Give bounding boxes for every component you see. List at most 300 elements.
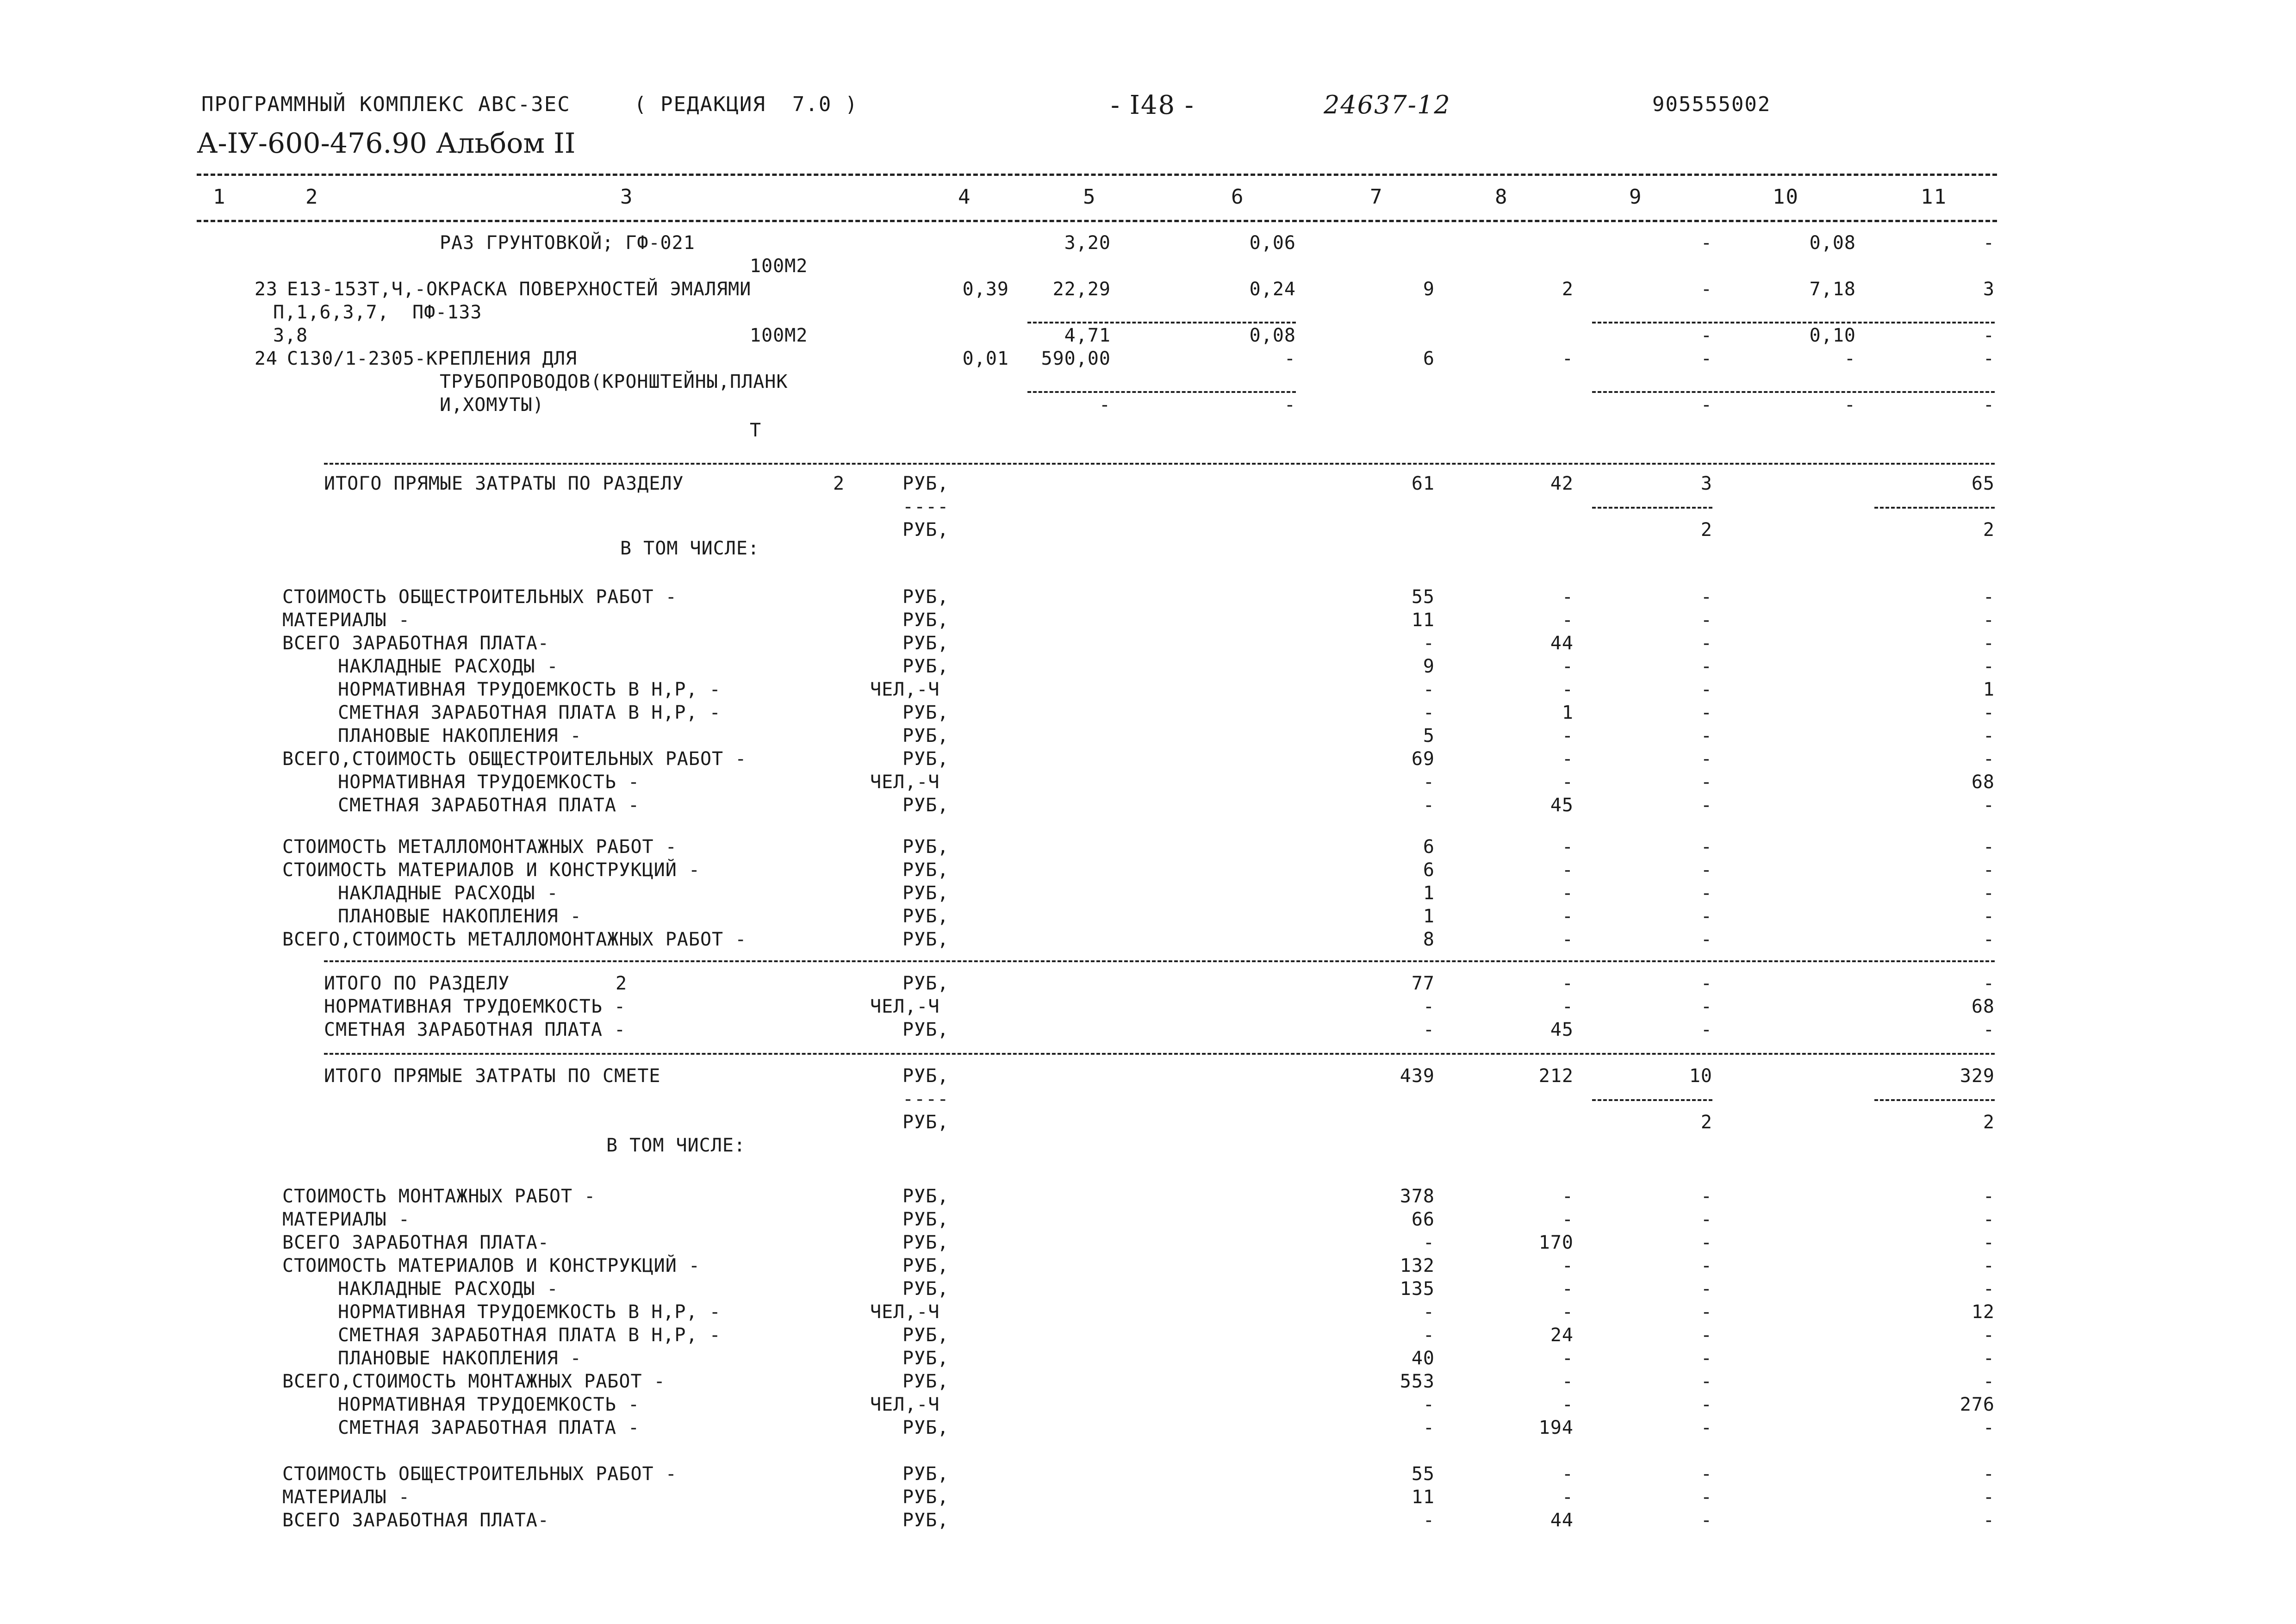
cell-c8: - — [1562, 1255, 1574, 1276]
column-header-3: 3 — [620, 185, 634, 209]
cell-c6: 0,08 — [1249, 325, 1296, 346]
unit: РУБ, — [902, 1065, 949, 1087]
in-total-heading — [0, 537, 2296, 560]
row-unit: РУБ, — [902, 702, 949, 723]
cell-c9: - — [1700, 1278, 1712, 1300]
cell-c8: - — [1562, 1394, 1574, 1415]
section-rule — [324, 960, 1995, 962]
cell-c11: - — [1983, 929, 1995, 950]
row-unit: РУБ, — [902, 610, 949, 631]
cell-c11: - — [1983, 702, 1995, 723]
cell-c8: - — [1562, 929, 1574, 950]
table-row — [0, 747, 2296, 771]
cell-c7: 11 — [1411, 1487, 1435, 1508]
cell-c7: - — [1423, 1325, 1435, 1346]
row-unit: РУБ, — [902, 633, 949, 654]
row-label: ВСЕГО ЗАРАБОТНАЯ ПЛАТА- — [282, 633, 549, 654]
cell-c7: 135 — [1400, 1278, 1435, 1300]
row-unit: ЧЕЛ,-Ч — [870, 1394, 940, 1415]
row-label: СТОИМОСТЬ МОНТАЖНЫХ РАБОТ - — [282, 1186, 596, 1207]
column-header-1: 1 — [213, 185, 226, 209]
cell-c11: - — [1983, 1255, 1995, 1276]
row-unit: РУБ, — [902, 859, 949, 881]
cell-c5: - — [1099, 394, 1111, 416]
cell-c11: - — [1983, 1463, 1995, 1485]
column-header-11: 11 — [1921, 185, 1947, 209]
cell-c8: - — [1562, 1301, 1574, 1323]
cell-c7: - — [1423, 1510, 1435, 1531]
cell-c8: - — [1562, 1186, 1574, 1207]
row-unit: РУБ, — [902, 1463, 949, 1485]
cell-c8: 194 — [1538, 1417, 1574, 1438]
cell-c11: - — [1983, 232, 1995, 254]
table-row — [0, 678, 2296, 701]
row-label: ВСЕГО,СТОИМОСТЬ ОБЩЕСТРОИТЕЛЬНЫХ РАБОТ - — [282, 748, 747, 770]
row-unit: ЧЕЛ,-Ч — [870, 679, 940, 700]
cell-c7: 69 — [1411, 748, 1435, 770]
item-description: РАЗ ГРУНТОВКОЙ; ГФ-021 — [440, 232, 695, 254]
row-label: ПЛАНОВЫЕ НАКОПЛЕНИЯ - — [338, 906, 582, 927]
cell-c9: - — [1700, 1255, 1712, 1276]
cell-c11: 3 — [1983, 279, 1995, 300]
cell-c8: - — [1562, 748, 1574, 770]
estimate-total-label: ИТОГО ПРЯМЫЕ ЗАТРАТЫ ПО СМЕТЕ — [324, 1065, 661, 1087]
table-row — [0, 1208, 2296, 1231]
cell-c9: - — [1700, 973, 1712, 994]
cell-c9: - — [1700, 883, 1712, 904]
cell-c8: - — [1562, 348, 1574, 369]
cell-c7: - — [1423, 1019, 1435, 1040]
table-row — [0, 278, 2296, 301]
album-title: А-IУ-600-476.90 Альбом II — [197, 127, 576, 160]
subtotal-rule — [1027, 322, 1296, 324]
table-row — [0, 1393, 2296, 1416]
table-row — [0, 1018, 2296, 1041]
item-description: 3,8 — [273, 325, 308, 346]
subtotal-rule — [1027, 391, 1296, 393]
cell-c7: - — [1423, 996, 1435, 1017]
unit: РУБ, — [902, 1112, 949, 1133]
cell-c7: 9 — [1423, 279, 1435, 300]
cell-c8: 24 — [1550, 1325, 1574, 1346]
cell-c11: - — [1983, 906, 1995, 927]
row-unit: РУБ, — [902, 1510, 949, 1531]
table-row — [0, 585, 2296, 609]
cell-c7: 61 — [1411, 473, 1435, 494]
table-row — [0, 1416, 2296, 1439]
row-label: МАТЕРИАЛЫ - — [282, 610, 410, 631]
cell-c9: - — [1700, 586, 1712, 608]
cell-c9: - — [1700, 1371, 1712, 1392]
table-row — [0, 859, 2296, 882]
unit: РУБ, — [902, 519, 949, 541]
cell-c11: - — [1983, 325, 1995, 346]
cell-c7: - — [1423, 1394, 1435, 1415]
table-row — [0, 905, 2296, 928]
cell-c9: - — [1700, 929, 1712, 950]
cell-c9: - — [1700, 1301, 1712, 1323]
row-label: НОРМАТИВНАЯ ТРУДОЕМКОСТЬ В Н,Р, - — [338, 679, 721, 700]
row-label: ВСЕГО ЗАРАБОТНАЯ ПЛАТА- — [282, 1232, 549, 1253]
table-row — [0, 393, 2296, 417]
table-row — [0, 370, 2296, 393]
cell-c9: - — [1700, 679, 1712, 700]
row-unit: ЧЕЛ,-Ч — [870, 772, 940, 793]
cell-c11: 65 — [1971, 473, 1995, 494]
cell-c9: - — [1700, 906, 1712, 927]
cell-c11: - — [1983, 1209, 1995, 1230]
section-rule — [324, 463, 1995, 465]
row-label: ВСЕГО ЗАРАБОТНАЯ ПЛАТА- — [282, 1510, 549, 1531]
table-row — [0, 609, 2296, 632]
unit-dashes: ---- — [902, 496, 949, 517]
cell-c7: 378 — [1400, 1186, 1435, 1207]
row-unit: РУБ, — [902, 1232, 949, 1253]
cell-c11: - — [1983, 1348, 1995, 1369]
row-unit: РУБ, — [902, 929, 949, 950]
cell-c9: 2 — [1700, 519, 1712, 541]
row-label: СТОИМОСТЬ МАТЕРИАЛОВ И КОНСТРУКЦИЙ - — [282, 859, 700, 881]
cell-c11: - — [1983, 394, 1995, 416]
table-row — [0, 1254, 2296, 1277]
subtotal-rule — [1592, 1099, 1712, 1101]
cell-c11: - — [1983, 883, 1995, 904]
cell-c8: - — [1562, 586, 1574, 608]
cell-c8: 44 — [1550, 633, 1574, 654]
cell-c9: - — [1700, 1325, 1712, 1346]
cell-c7: 9 — [1423, 656, 1435, 677]
table-row — [0, 1185, 2296, 1208]
row-label: МАТЕРИАЛЫ - — [282, 1487, 410, 1508]
item-description: ТРУБОПРОВОДОВ(КРОНШТЕЙНЫ,ПЛАНК — [440, 371, 788, 392]
row-unit: РУБ, — [902, 973, 949, 994]
cell-c8: - — [1562, 883, 1574, 904]
in-total-label: В ТОМ ЧИСЛЕ: — [620, 538, 759, 559]
cell-c11: - — [1983, 586, 1995, 608]
cell-c10: - — [1844, 394, 1856, 416]
row-unit: РУБ, — [902, 1019, 949, 1040]
table-row — [0, 655, 2296, 678]
cell-c7: - — [1423, 795, 1435, 816]
row-label: ВСЕГО,СТОИМОСТЬ МОНТАЖНЫХ РАБОТ - — [282, 1371, 666, 1392]
cell-c7: - — [1423, 1232, 1435, 1253]
column-header-2: 2 — [305, 185, 319, 209]
cell-c9: 2 — [1700, 1112, 1712, 1133]
cell-c7: 132 — [1400, 1255, 1435, 1276]
cell-c8: - — [1562, 725, 1574, 747]
table-row — [0, 701, 2296, 724]
table-row — [0, 1486, 2296, 1509]
cell-c11: - — [1983, 859, 1995, 881]
table-row — [0, 1231, 2296, 1254]
row-label: СТОИМОСТЬ МАТЕРИАЛОВ И КОНСТРУКЦИЙ - — [282, 1255, 700, 1276]
cell-c8: - — [1562, 656, 1574, 677]
cell-c9: - — [1700, 836, 1712, 858]
cell-c9: - — [1700, 725, 1712, 747]
row-label: НАКЛАДНЫЕ РАСХОДЫ - — [338, 883, 559, 904]
section-total-row — [0, 472, 2296, 495]
table-row — [0, 724, 2296, 747]
cell-c11: - — [1983, 795, 1995, 816]
row-label: СМЕТНАЯ ЗАРАБОТНАЯ ПЛАТА В Н,Р, - — [338, 1325, 721, 1346]
cell-c10: 7,18 — [1809, 279, 1856, 300]
item-description: И,ХОМУТЫ) — [440, 394, 544, 416]
row-label: НАКЛАДНЫЕ РАСХОДЫ - — [338, 1278, 559, 1300]
cell-c5: 4,71 — [1064, 325, 1111, 346]
column-header-7: 7 — [1370, 185, 1383, 209]
cell-c9: - — [1700, 633, 1712, 654]
unit: РУБ, — [902, 473, 949, 494]
cell-c11: - — [1983, 748, 1995, 770]
item-description: П,1,6,3,7, ПФ-133 — [273, 302, 482, 323]
cell-c11: - — [1983, 1487, 1995, 1508]
item-description: С130/1-2305-КРЕПЛЕНИЯ ДЛЯ — [287, 348, 578, 369]
cell-c7: - — [1423, 702, 1435, 723]
cell-c7: 55 — [1411, 1463, 1435, 1485]
cell-c9: - — [1700, 1348, 1712, 1369]
cell-c9: - — [1700, 232, 1712, 254]
row-unit: РУБ, — [902, 1209, 949, 1230]
row-label: СМЕТНАЯ ЗАРАБОТНАЯ ПЛАТА - — [324, 1019, 626, 1040]
cell-c8: 2 — [1562, 279, 1574, 300]
row-unit: РУБ, — [902, 748, 949, 770]
item-description: 100М2 — [750, 255, 808, 277]
section-number: 2 — [616, 973, 628, 994]
cell-c9: - — [1700, 656, 1712, 677]
cell-c9: - — [1700, 348, 1712, 369]
table-row — [0, 419, 2296, 442]
cell-c11: - — [1983, 656, 1995, 677]
in-total-heading — [0, 1134, 2296, 1157]
row-label: ПЛАНОВЫЕ НАКОПЛЕНИЯ - — [338, 1348, 582, 1369]
cell-c7: - — [1423, 1301, 1435, 1323]
cell-c9: - — [1700, 748, 1712, 770]
row-unit: РУБ, — [902, 883, 949, 904]
row-unit: РУБ, — [902, 1417, 949, 1438]
cell-c9: - — [1700, 1209, 1712, 1230]
table-row — [0, 794, 2296, 817]
cell-c11: - — [1983, 1186, 1995, 1207]
cell-c7: 8 — [1423, 929, 1435, 950]
row-unit: РУБ, — [902, 1325, 949, 1346]
row-unit: РУБ, — [902, 656, 949, 677]
table-row — [0, 301, 2296, 324]
cell-c8: - — [1562, 1278, 1574, 1300]
cell-c9: - — [1700, 1463, 1712, 1485]
cell-c11: - — [1983, 1278, 1995, 1300]
table-row — [0, 347, 2296, 370]
section-number: 2 — [833, 473, 845, 494]
cell-c9: - — [1700, 772, 1712, 793]
unit-dashes: ---- — [902, 1089, 949, 1110]
cell-c7: - — [1423, 633, 1435, 654]
row-label: МАТЕРИАЛЫ - — [282, 1209, 410, 1230]
cell-c9: 3 — [1700, 473, 1712, 494]
cell-c8: - — [1562, 996, 1574, 1017]
cell-c7: 553 — [1400, 1371, 1435, 1392]
cell-c7: 6 — [1423, 836, 1435, 858]
table-row — [0, 1347, 2296, 1370]
row-unit: РУБ, — [902, 1348, 949, 1369]
cell-c11: 1 — [1983, 679, 1995, 700]
subtotal-rule — [1592, 322, 1995, 324]
table-row — [0, 882, 2296, 905]
row-unit: РУБ, — [902, 1371, 949, 1392]
table-row — [0, 972, 2296, 995]
cell-c7: 66 — [1411, 1209, 1435, 1230]
cell-c8: - — [1562, 610, 1574, 631]
row-unit: РУБ, — [902, 1487, 949, 1508]
cell-c7: 5 — [1423, 725, 1435, 747]
row-label: НОРМАТИВНАЯ ТРУДОЕМКОСТЬ В Н,Р, - — [338, 1301, 721, 1323]
column-header-4: 4 — [958, 185, 971, 209]
table-row — [0, 1300, 2296, 1324]
cell-c11: - — [1983, 1371, 1995, 1392]
cell-c8: - — [1562, 1209, 1574, 1230]
doc-code: 905555002 — [1652, 93, 1771, 116]
row-unit: ЧЕЛ,-Ч — [870, 996, 940, 1017]
table-row — [0, 928, 2296, 951]
cell-c9: - — [1700, 1232, 1712, 1253]
item-number: 24 — [254, 348, 278, 369]
row-label: НОРМАТИВНАЯ ТРУДОЕМКОСТЬ - — [338, 772, 640, 793]
row-label: НОРМАТИВНАЯ ТРУДОЕМКОСТЬ - — [338, 1394, 640, 1415]
cell-c9: 10 — [1689, 1065, 1712, 1087]
row-unit: РУБ, — [902, 1186, 949, 1207]
cell-c8: - — [1562, 772, 1574, 793]
item-description: Т — [750, 420, 762, 441]
cell-c7: 55 — [1411, 586, 1435, 608]
row-label: СМЕТНАЯ ЗАРАБОТНАЯ ПЛАТА - — [338, 795, 640, 816]
table-row — [0, 1462, 2296, 1486]
cell-c10: 0,10 — [1809, 325, 1856, 346]
cell-c8: 45 — [1550, 795, 1574, 816]
cell-c11: 329 — [1960, 1065, 1995, 1087]
cell-c9: - — [1700, 325, 1712, 346]
cell-c4: 0,39 — [962, 279, 1009, 300]
cell-c11: - — [1983, 633, 1995, 654]
cell-c9: - — [1700, 859, 1712, 881]
cell-c11: 2 — [1983, 519, 1995, 541]
row-label: НОРМАТИВНАЯ ТРУДОЕМКОСТЬ - — [324, 996, 626, 1017]
cell-c7: - — [1423, 772, 1435, 793]
cell-c11: - — [1983, 1417, 1995, 1438]
estimate-total-extra-row — [0, 1111, 2296, 1134]
cell-c8: - — [1562, 1487, 1574, 1508]
subtotal-rule — [1592, 507, 1712, 509]
item-number: 23 — [254, 279, 278, 300]
cell-c9: - — [1700, 610, 1712, 631]
cell-c11: 68 — [1971, 772, 1995, 793]
cell-c8: 42 — [1550, 473, 1574, 494]
cell-c11: - — [1983, 1325, 1995, 1346]
row-unit: РУБ, — [902, 795, 949, 816]
column-header-6: 6 — [1231, 185, 1244, 209]
row-label: ВСЕГО,СТОИМОСТЬ МЕТАЛЛОМОНТАЖНЫХ РАБОТ - — [282, 929, 747, 950]
row-unit: РУБ, — [902, 906, 949, 927]
program-title: ПРОГРАММНЫЙ КОМПЛЕКС АВС-ЗЕС — [201, 93, 571, 116]
cell-c8: - — [1562, 859, 1574, 881]
cell-c11: - — [1983, 348, 1995, 369]
cell-c11: - — [1983, 1232, 1995, 1253]
cell-c5: 590,00 — [1041, 348, 1111, 369]
cell-c8: 44 — [1550, 1510, 1574, 1531]
cell-c9: - — [1700, 1510, 1712, 1531]
cell-c11: 12 — [1971, 1301, 1995, 1323]
cell-c11: 276 — [1960, 1394, 1995, 1415]
table-row — [0, 995, 2296, 1018]
cell-c7: 77 — [1411, 973, 1435, 994]
cell-c9: - — [1700, 279, 1712, 300]
cell-c9: - — [1700, 996, 1712, 1017]
column-header-8: 8 — [1495, 185, 1508, 209]
edition-label: ( РЕДАКЦИЯ 7.0 ) — [634, 93, 859, 116]
cell-c9: - — [1700, 795, 1712, 816]
row-unit: РУБ, — [902, 1255, 949, 1276]
column-header-10: 10 — [1773, 185, 1799, 209]
row-unit: РУБ, — [902, 1278, 949, 1300]
table-row — [0, 835, 2296, 859]
cell-c7: 439 — [1400, 1065, 1435, 1087]
cell-c9: - — [1700, 1019, 1712, 1040]
row-label: СТОИМОСТЬ ОБЩЕСТРОИТЕЛЬНЫХ РАБОТ - — [282, 1463, 677, 1485]
table-row — [0, 632, 2296, 655]
table-row — [0, 1324, 2296, 1347]
table-row — [0, 231, 2296, 255]
item-unit: 100М2 — [750, 325, 808, 346]
section-total-label: ИТОГО ПРЯМЫЕ ЗАТРАТЫ ПО РАЗДЕЛУ — [324, 473, 684, 494]
cell-c11: - — [1983, 973, 1995, 994]
cell-c9: - — [1700, 1394, 1712, 1415]
table-row — [0, 324, 2296, 347]
section-rule — [324, 1053, 1995, 1055]
row-label: НАКЛАДНЫЕ РАСХОДЫ - — [338, 656, 559, 677]
cell-c7: 1 — [1423, 906, 1435, 927]
cell-c7: 6 — [1423, 859, 1435, 881]
cell-c11: - — [1983, 836, 1995, 858]
cell-c8: - — [1562, 836, 1574, 858]
in-total-label: В ТОМ ЧИСЛЕ: — [606, 1135, 746, 1156]
cell-c8: 1 — [1562, 702, 1574, 723]
row-unit: ЧЕЛ,-Ч — [870, 1301, 940, 1323]
cell-c11: 68 — [1971, 996, 1995, 1017]
cell-c7: 1 — [1423, 883, 1435, 904]
cell-c11: 2 — [1983, 1112, 1995, 1133]
cell-c5: 3,20 — [1064, 232, 1111, 254]
table-row — [0, 1509, 2296, 1532]
cell-c11: - — [1983, 1019, 1995, 1040]
table-row — [0, 1277, 2296, 1300]
cell-c8: 170 — [1538, 1232, 1574, 1253]
table-row — [0, 1370, 2296, 1393]
cell-c9: - — [1700, 702, 1712, 723]
cell-c9: - — [1700, 1186, 1712, 1207]
cell-c11: - — [1983, 725, 1995, 747]
cell-c6: - — [1284, 394, 1296, 416]
row-unit: РУБ, — [902, 836, 949, 858]
column-header-5: 5 — [1083, 185, 1096, 209]
cell-c11: - — [1983, 1510, 1995, 1531]
cell-c8: - — [1562, 679, 1574, 700]
column-header-9: 9 — [1629, 185, 1643, 209]
cell-c7: - — [1423, 679, 1435, 700]
row-label: СТОИМОСТЬ ОБЩЕСТРОИТЕЛЬНЫХ РАБОТ - — [282, 586, 677, 608]
row-label: СМЕТНАЯ ЗАРАБОТНАЯ ПЛАТА В Н,Р, - — [338, 702, 721, 723]
cell-c6: 0,06 — [1249, 232, 1296, 254]
cell-c7: 40 — [1411, 1348, 1435, 1369]
table-row — [0, 771, 2296, 794]
table-row — [0, 255, 2296, 278]
